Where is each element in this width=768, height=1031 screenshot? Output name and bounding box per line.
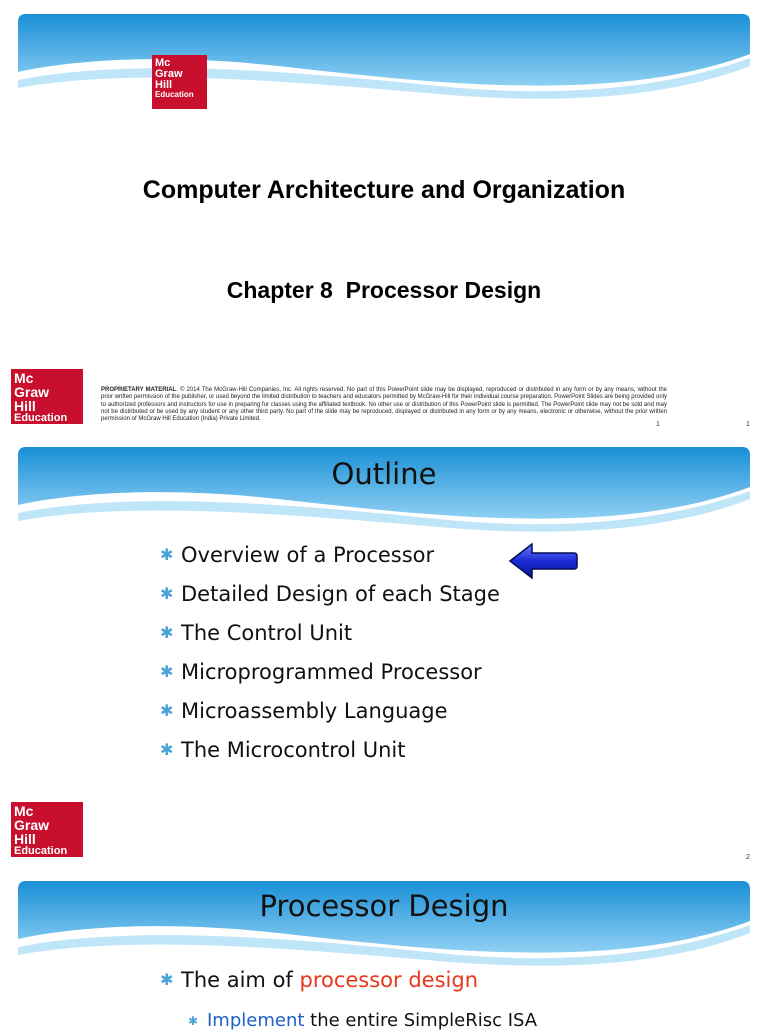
bullet-highlight: processor design <box>299 968 479 992</box>
mcgraw-hill-logo <box>152 55 207 109</box>
logo-line: Graw <box>155 68 183 80</box>
list-item <box>160 699 500 738</box>
page-number: 1 <box>746 421 750 428</box>
outline-list <box>160 543 500 777</box>
logo-line: Mc <box>14 803 34 819</box>
copyright-text: . © 2014 The McGraw-Hill Companies, Inc. All rights reserved. No part of this PowerPoint slide may be displayed, reproduced or distributed in any form or by any means, without the prior written permission of the publisher, or used beyond the limited distribution to teachers and educators permitted by McGraw-Hill for their individual course preparation. PowerPoint Slides are being provided only to authorized professors and instructors for use in preparing for classes using the affiliated textbook. No other use or distribution of this PowerPoint slide is permitted. The PowerPoint slide may not be sold and may not be distributed or be used by any student or any other third party. No part of the slide may be reproduced, displayed or distributed in any form or by any means, electronic or otherwise, without the prior written permission of McGraw Hill Education (India) Private Limited. <box>101 387 667 423</box>
logo-line: Hill <box>14 398 36 414</box>
bullet-star-icon: ✱ <box>160 623 174 642</box>
bullet-star-icon: ✱ <box>160 584 174 603</box>
logo-line: Graw <box>14 817 50 833</box>
slide-2 <box>0 440 768 875</box>
logo-line: Education <box>14 412 68 424</box>
logo-line: Hill <box>14 831 36 847</box>
presentation-title: Computer Architecture and Organization <box>142 176 626 204</box>
footer-logo <box>11 369 83 424</box>
list-item <box>160 660 500 699</box>
logo-line: Hill <box>155 79 173 91</box>
list-item <box>160 738 500 777</box>
list-item <box>160 582 500 621</box>
bullet-star-icon: ✱ <box>188 1014 199 1028</box>
header-wave <box>18 14 750 104</box>
bullet-text: The aim of <box>181 968 300 992</box>
bullet-star-icon: ✱ <box>160 740 174 759</box>
copyright-notice <box>101 387 667 423</box>
copyright-bold: PROPRIETARY MATERIAL <box>101 387 177 393</box>
logo-line: Mc <box>14 370 34 386</box>
bullet-text: Overview of a Processor <box>181 543 435 567</box>
list-item <box>160 543 500 582</box>
left-arrow-icon <box>508 540 578 582</box>
slide-number: 1 <box>656 421 660 428</box>
slide-3 <box>0 875 768 1031</box>
bullet-text: The Microcontrol Unit <box>181 738 406 762</box>
logo-line: Education <box>14 845 68 857</box>
page-number: 2 <box>746 854 750 861</box>
sub-bullet-highlight: Implement <box>207 1010 305 1031</box>
logo-line: Graw <box>14 384 50 400</box>
bullet-text: The Control Unit <box>181 621 353 645</box>
bullet-star-icon: ✱ <box>160 701 174 720</box>
bullet-text: Microprogrammed Processor <box>181 660 482 684</box>
sub-bullet-text: the entire SimpleRisc ISA <box>304 1010 538 1031</box>
bullet-item <box>160 968 478 992</box>
slide-title: Outline <box>331 457 437 491</box>
bullet-star-icon: ✱ <box>160 662 174 681</box>
slide-1 <box>0 0 768 440</box>
bullet-text: Microassembly Language <box>181 699 448 723</box>
bullet-star-icon: ✱ <box>160 545 174 564</box>
logo-line: Mc <box>155 57 171 69</box>
slide-title: Processor Design <box>259 889 509 923</box>
list-item <box>160 621 500 660</box>
bullet-star-icon: ✱ <box>160 970 174 989</box>
chapter-subtitle: Chapter 8 Processor Design <box>226 277 542 303</box>
footer-logo <box>11 802 83 857</box>
sub-bullet-item <box>188 1010 537 1031</box>
logo-line: Education <box>155 90 194 99</box>
bullet-text: Detailed Design of each Stage <box>181 582 500 606</box>
